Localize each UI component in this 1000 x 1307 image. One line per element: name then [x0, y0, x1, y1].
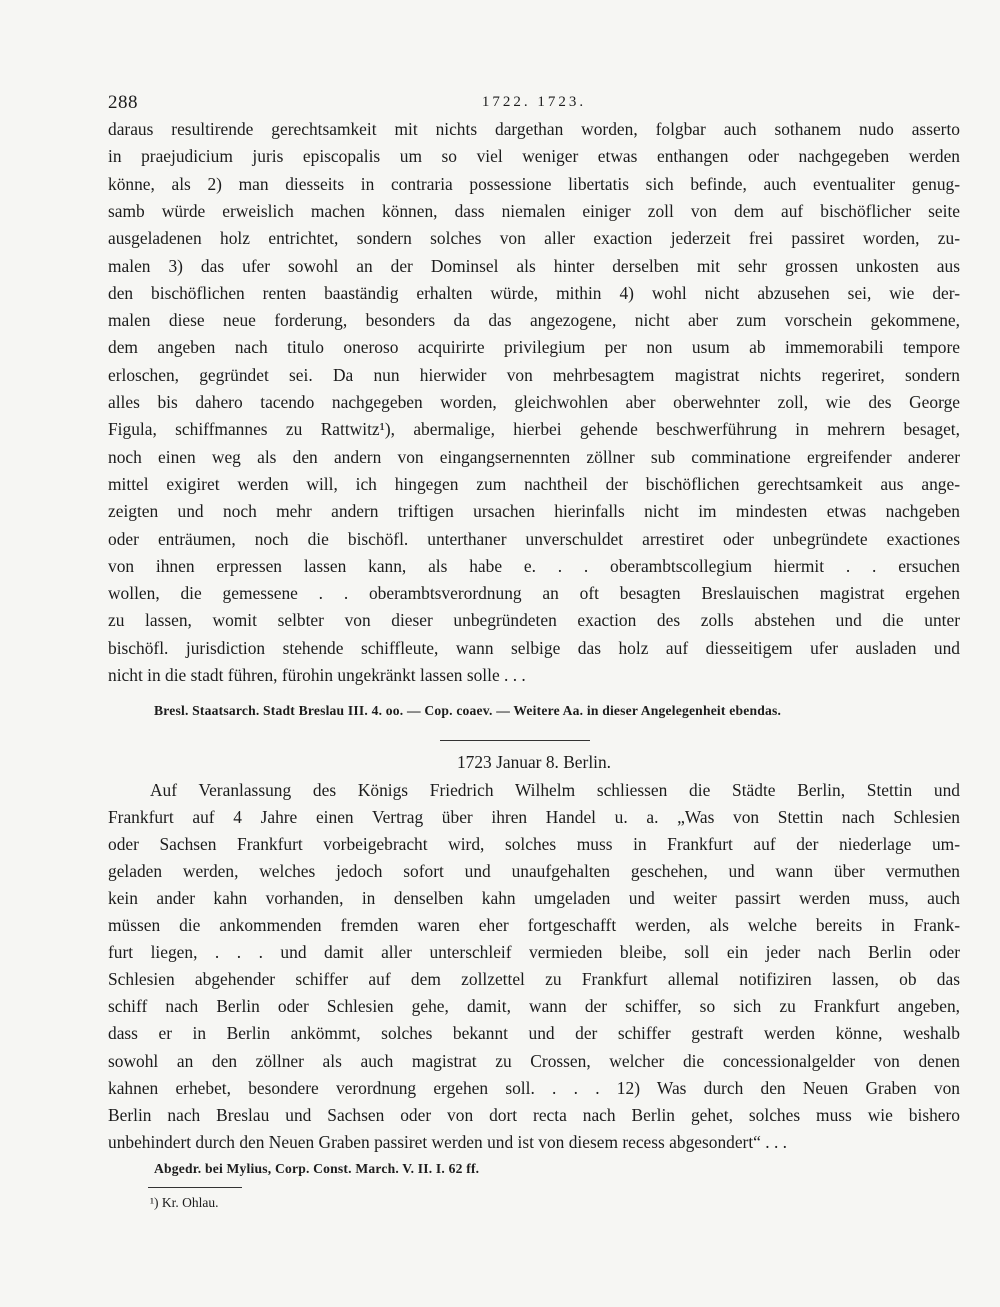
page-number: 288 — [108, 92, 138, 113]
text-line: Frankfurt auf 4 Jahre einen Vertrag über ihren Handel u. a. „Was von Stettin nach Schlesien — [108, 807, 960, 828]
text-line: von ihnen erpressen lassen kann, als habe e. . . oberambtscollegium hiermit . . ersuchen — [108, 555, 960, 576]
document-date-heading: 1723 Januar 8. Berlin. — [456, 752, 612, 772]
archive-source-note: Bresl. Staatsarch. Stadt Breslau III. 4. oo. — Cop. coaev. — Weitere Aa. in dieser Angelegenheit ebendas. — [154, 703, 782, 718]
text-line: oder enträumen, noch die bischöfl. unterthaner unverschuldet arrestiret oder unbegründete exactiones — [108, 528, 960, 549]
text-line: mittel exigiret werden will, ich hingegen zum nachtheil der bischöflichen gerechtsamkeit aus ange- — [108, 473, 960, 494]
footnote: ¹) Kr. Ohlau. — [150, 1195, 219, 1210]
page-header — [108, 92, 960, 116]
footnote-divider — [148, 1187, 242, 1188]
text-line: erloschen, gegründet sei. Da nun hierwider von mehrbesagtem magistrat nichts regeriret, sondern — [108, 364, 960, 385]
text-line: Auf Veranlassung des Königs Friedrich Wilhelm schliessen die Städte Berlin, Stettin und — [150, 780, 960, 800]
text-line: bischöfl. jurisdiction stehende schiffleute, wann selbige das holz auf diesseitigem ufer ausladen und — [108, 637, 960, 658]
running-head: 1722. 1723. — [481, 94, 587, 110]
text-line: geladen werden, welches jedoch sofort und unaufgehalten geschehen, und wann über vermuthen — [108, 861, 960, 882]
text-line: malen 3) das ufer sowohl an der Dominsel als hinter derselben mit sehr grossen unkosten aus — [108, 255, 960, 276]
text-line: furt liegen, . . . und damit aller unterschleif vermieden bleibe, soll ein jeder nach Berlin oder — [108, 942, 960, 963]
text-line: in praejudicium juris episcopalis um so viel weniger etwas enthangen oder nachgegeben werden — [108, 146, 960, 167]
text-line: noch einen weg als den andern von eingangsernennten zöllner sub comminatione ergreifender anderer — [108, 446, 960, 467]
text-line: den bischöflichen renten baaständig erhalten würde, mithin 4) wohl nicht abzusehen sei, wie der- — [108, 282, 960, 303]
text-line: samb würde erweislich machen können, dass niemalen einiger zoll von dem auf bischöflicher seite — [108, 200, 960, 221]
text-line: nicht in die stadt führen, fürohin ungekränkt lassen solle . . . — [108, 665, 526, 685]
text-line: ausgeladenen holz entrichtet, sondern solches von aller exaction jederzeit frei passiret worden, zu- — [108, 228, 960, 249]
text-line: zu lassen, womit selbter von dieser unbegründeten exaction des zolls abstehen und die unter — [108, 610, 960, 631]
text-line: oder Sachsen Frankfurt vorbeigebracht wird, solches muss in Frankfurt auf der niederlage um- — [108, 834, 960, 855]
text-line: kein ander kahn vorhanden, in denselben kahn umgeladen und weiter passirt werden muss, auch — [108, 888, 960, 909]
text-line: kahnen erhebet, besondere verordnung ergehen soll. . . . 12) Was durch den Neuen Graben von — [108, 1077, 960, 1098]
text-line: Schlesien abgehender schiffer auf dem zollzettel zu Frankfurt allemal notifiziren lassen, ob das — [108, 969, 960, 990]
text-line: zeigten und noch mehr andern triftigen ursachen hierinfalls nicht im mindesten etwas nachgeben — [108, 501, 960, 522]
text-line: unbehindert durch den Neuen Graben passiret werden und ist von diesem recess abgesondert“ . . . — [108, 1131, 787, 1152]
text-line: schiff nach Berlin oder Schlesien gehe, damit, wann der schiffer, so sich zu Frankfurt angeben, — [108, 996, 960, 1017]
text-line: daraus resultirende gerechtsamkeit mit nichts dargethan worden, folgbar auch sothanem nudo asserto — [108, 119, 960, 139]
text-line: alles bis dahero tacendo nachgegeben worden, gleichwohlen aber oberwehnter zoll, wie des George — [108, 392, 960, 412]
section-divider — [440, 740, 590, 741]
text-line: sowohl an den zöllner als auch magistrat zu Crossen, welcher die concessionalgelder von denen — [108, 1050, 960, 1071]
text-line: dass er in Berlin ankömmt, solches bekannt und der schiffer gestraft werden könne, weshalb — [108, 1023, 960, 1044]
text-line: Berlin nach Breslau und Sachsen oder von dort recta nach Berlin gehet, solches muss wie bishero — [108, 1104, 960, 1125]
text-line: dem angeben nach titulo oneroso acquirirte privilegium per non usum ab immemorabili tempore — [108, 337, 960, 358]
print-source-note: Abgedr. bei Mylius, Corp. Const. March. V. II. I. 62 ff. — [154, 1161, 480, 1176]
text-line: wollen, die gemessene . . oberambtsverordnung an oft besagten Breslauischen magistrat ergehen — [108, 583, 960, 604]
text-line: Figula, schiffmannes zu Rattwitz¹), abermalige, hierbei gehende beschwerführung in mehrern besaget, — [108, 419, 960, 440]
text-line: müssen die ankommenden fremden waren eher fortgeschafft werden, als welche bereits in Frank- — [108, 915, 960, 936]
text-line: malen diese neue forderung, besonders da das angezogene, nicht aber zum vorschein gekommene, — [108, 310, 960, 331]
text-line: könne, als 2) man diesseits in contraria possessione libertatis sich befinde, auch eventualiter genug- — [108, 173, 960, 194]
